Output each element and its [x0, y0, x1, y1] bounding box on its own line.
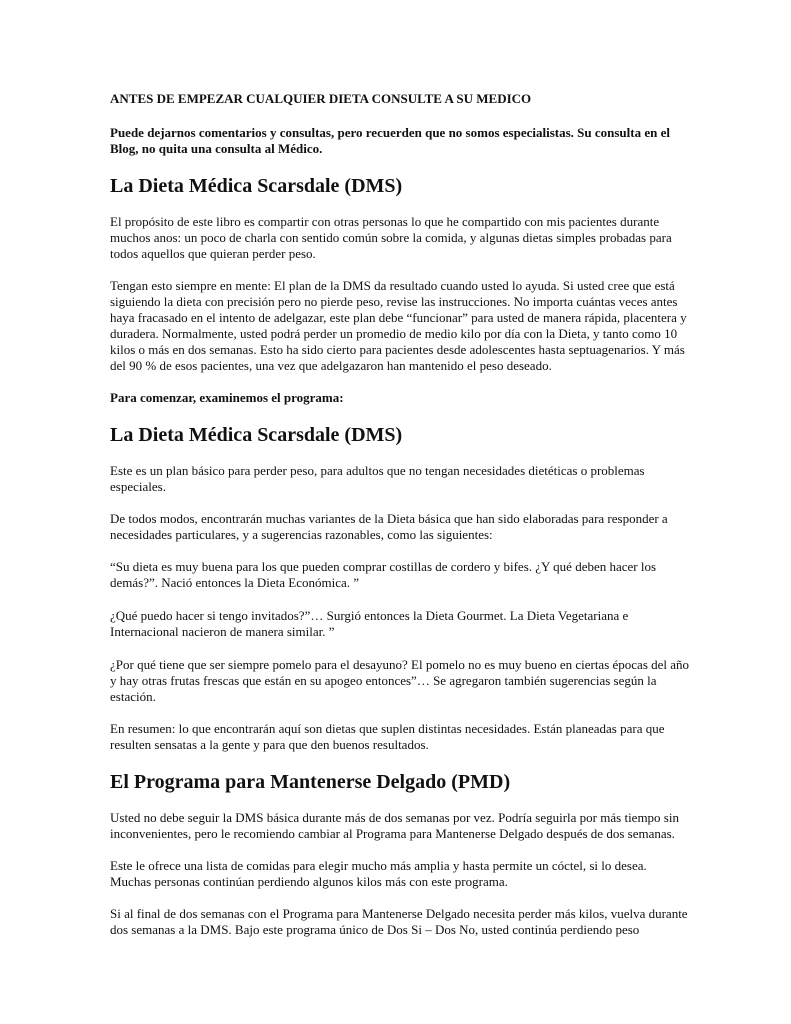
paragraph-grapefruit: ¿Por qué tiene que ser siempre pomelo para el desayuno? El pomelo no es muy bueno en ciertas épocas del año y hay otras frutas frescas que están en su apogeo entonces”… Se agregaron también sugerencias según la estación. [110, 657, 690, 704]
document-page [110, 91, 690, 938]
heading-pmd: El Programa para Mantenerse Delgado (PMD) [110, 771, 511, 793]
lead-program: Para comenzar, examinemos el programa: [110, 390, 344, 405]
paragraph-two-weeks: Usted no debe seguir la DMS básica durante más de dos semanas por vez. Podría seguirla por más tiempo sin inconvenientes, pero le recomiendo cambiar al Programa para Mantenerse Delgado después de dos semanas. [110, 810, 679, 841]
paragraph-food-list: Este le ofrece una lista de comidas para elegir mucho más amplia y hasta permite un cóctel, si lo desea. Muchas personas continúan perdiendo algunos kilos más con este programa. [110, 858, 647, 889]
paragraph-economic: “Su dieta es muy buena para los que pueden comprar costillas de cordero y bifes. ¿Y qué deben hacer los demás?”. Nació entonces la Dieta Económica. ” [110, 559, 657, 590]
paragraph-mindset: Tengan esto siempre en mente: El plan de la DMS da resultado cuando usted lo ayuda. Si usted cree que está siguiendo la dieta con precisión pero no pierde peso, revise las instrucciones. No importa cuántas veces antes haya fracasado en el intento de adelgazar, este plan debe “funcionar” para usted de manera rápida, placentera y duradera. Normalmente, usted podrá perder un promedio de medio kilo por día con la Dieta, y tanto como 10 kilos o más en dos semanas. Esto ha sido cierto para pacientes desde adolescentes hasta septuagenarios. Y más del 90 % de esos pacientes, una vez que adelgazaron han mantenido el peso deseado. [110, 278, 687, 373]
paragraph-summary: En resumen: lo que encontrarán aquí son dietas que suplen distintas necesidades. Están planeadas para que resulten sensatas a la gente y para que den buenos resultados. [110, 721, 665, 752]
paragraph-two-yes-two-no: Si al final de dos semanas con el Programa para Mantenerse Delgado necesita perder más kilos, vuelva durante dos semanas a la DMS. Bajo este programa único de Dos Si – Dos No, usted continúa perdiendo peso [110, 906, 688, 937]
warning-line: ANTES DE EMPEZAR CUALQUIER DIETA CONSULTE A SU MEDICO [110, 91, 532, 106]
paragraph-gourmet: ¿Qué puedo hacer si tengo invitados?”… Surgió entonces la Dieta Gourmet. La Dieta Vegetariana e Internacional nacieron de manera similar. ” [110, 608, 629, 639]
paragraph-basic-plan: Este es un plan básico para perder peso, para adultos que no tengan necesidades dietéticas o problemas especiales. [110, 463, 645, 494]
paragraph-variants: De todos modos, encontrarán muchas variantes de la Dieta básica que han sido elaboradas para responder a necesidades particulares, y a sugerencias razonables, como las siguientes: [110, 511, 668, 542]
heading-dms-1: La Dieta Médica Scarsdale (DMS) [110, 175, 403, 197]
paragraph-purpose: El propósito de este libro es compartir con otras personas lo que he compartido con mis pacientes durante muchos anos: un poco de charla con sentido común sobre la comida, y algunas dietas simples probadas para todos aquellos que quieran perder peso. [110, 214, 672, 261]
heading-dms-2: La Dieta Médica Scarsdale (DMS) [110, 424, 403, 446]
notice-paragraph: Puede dejarnos comentarios y consultas, pero recuerden que no somos especialistas. Su consulta en el Blog, no quita una consulta al Médico. [110, 125, 670, 156]
